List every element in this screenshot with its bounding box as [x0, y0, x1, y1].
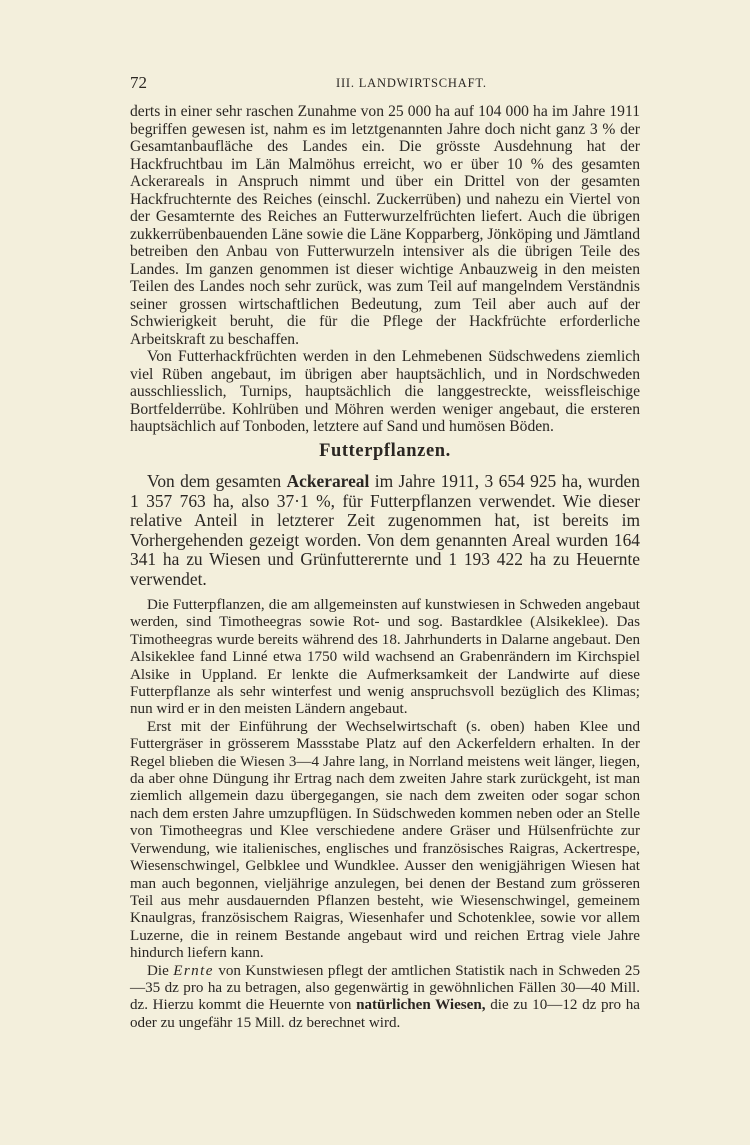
- text-block-large: [130, 472, 640, 589]
- running-head: III. LANDWIRTSCHAFT.: [336, 76, 487, 90]
- page-header: [130, 73, 632, 95]
- paragraph-ernte: [130, 963, 640, 1033]
- paragraph-ackerareal-rest: im Jahre 1911, 3 654 925 ha, wurden 1 357 763 ha, also 37·1 %, für Futterpflanzen verwendet. Wie dieser relative Anteil in letzterer Zeit zugenommen hat, ist bereits im Vorhergehenden gezeigt worden. Von dem genannten Areal wurden 164 341 ha zu Wiesen und Grünfutterernte und 1 193 422 ha zu Heuernte verwendet.: [130, 471, 640, 589]
- section-heading: Futterpflanzen.: [319, 441, 451, 461]
- emphasis-natuerliche-wiesen: natürlichen Wiesen,: [356, 997, 486, 1014]
- paragraph-futterhackfruechte: Von Futterhackfrüchten werden in den Lehmebenen Südschwedens ziemlich viel Rüben angebaut, im übrigen aber hauptsächlich, und in Nordschweden ausschliesslich, Turnips, hauptsächlich die langgestreckte, weissfleischige Bortfelderrübe. Kohlrüben und Möhren werden weniger angebaut, die ersteren hauptsächlich auf Tonboden, letztere auf Sand und humösen Böden.: [130, 348, 640, 435]
- text-block-small: [130, 597, 640, 1032]
- paragraph-ackerareal-lead: Von dem gesamten: [147, 471, 282, 491]
- paragraph-futterpflanzen: Die Futterpflanzen, die am allgemeinsten auf kunstwiesen in Schweden angebaut werden, sind Timotheegras sowie Rot- und sog. Bastardklee (Alsikeklee). Das Timotheegras wurde bereits während des 18. Jahrhunderts in Dalarne angebaut. Den Alsikeklee fand Linné etwa 1750 wild wachsend an Grabenrändern im Kirchspiel Alsike in Uppland. Er lenkte die Aufmerksamkeit der Landwirte auf diese Futterpflanze als sehr winterfest und wenig anspruchsvoll bezüglich des Klimas; nun wird er in den meisten Ländern angebaut.: [130, 597, 640, 718]
- paragraph-ernte-rest: die zu 10—12 dz pro ha oder zu ungefähr 15 Mill. dz berechnet wird.: [130, 997, 640, 1031]
- emphasis-ackerareal: Ackerareal: [286, 471, 370, 491]
- paragraph-ernte-lead: Die: [147, 962, 169, 979]
- paragraph-wechselwirtschaft: Erst mit der Einführung der Wechselwirtschaft (s. oben) haben Klee und Futtergräser in grösserem Massstabe Platz auf den Ackerfeldern erhalten. In der Regel blieben die Wiesen 3—4 Jahre lang, in Norrland meistens weit länger, liegen, da aber ohne Düngung ihr Ertrag nach dem zweiten Jahre stark zurückgeht, ist man ziemlich allgemein dazu übergegangen, sie nach dem zweiten oder sogar schon nach dem ersten Jahre umzupflügen. In Südschweden kommen neben oder an Stelle von Timotheegras und Klee verschiedene andere Gräser und Hülsenfrüchte zur Verwendung, wie italienisches, englisches und französisches Raigras, Ackertrespe, Wiesenschwingel, Gelbklee und Wundklee. Ausser den wenigjährigen Wiesen hat man auch begonnen, vieljährige anzulegen, bei denen der Bestand zum grösseren Teil aus mehr ausdauernden Pflanzen besteht, wie Wiesenschwingel, gemeinem Knaulgras, französischem Raigras, Wiesenhafer und Schotenklee, sowie vor allem Luzerne, die in reinem Bestande angebaut wird und reichen Ertrag viele Jahre hindurch liefern kann.: [130, 718, 640, 962]
- emphasis-ernte: Ernte: [173, 962, 214, 979]
- text-block-1: [130, 103, 640, 436]
- page-number: 72: [130, 73, 147, 92]
- paragraph-ernte-middle: von Kunstwiesen pflegt der amtlichen Statistik nach in Schweden 25—35 dz pro ha zu betragen, also gegenwärtig in gewöhnlichen Fällen 30—40 Mill. dz. Hierzu kommt die Heuernte von: [130, 962, 640, 1014]
- paragraph-ackerareal: [130, 472, 640, 589]
- paragraph-continuation: derts in einer sehr raschen Zunahme von 25 000 ha auf 104 000 ha im Jahre 1911 begriffen gewesen ist, nahm es im letztgenannten Jahre doch nicht ganz 3 % der Gesamtanbaufläche des Landes ein. Die grösste Ausdehnung hat der Hackfruchtbau im Län Malmöhus erreicht, wo er über 10 % des gesamten Ackerareals in Anspruch nimmt und über ein Drittel von der gesamten Hackfruchternte des Reiches (einschl. Zuckerrüben) und nahezu ein Viertel von der Gesamternte des Reiches an Futterwurzelfrüchten liefert. Auch die übrigen zukkerrübenbauenden Läne sowie die Läne Kopparberg, Jönköping und Jämtland betreiben den Anbau von Futterwurzeln intensiver als die übrigen Teile des Landes. Im ganzen genommen ist dieser wichtige Anbauzweig in den meisten Teilen des Landes noch sehr zurück, was zum Teil auf mangelndem Verständnis seiner grossen wirtschaftlichen Bedeutung, zum Teil aber auch auf der Schwierigkeit beruht, die für die Pflege der Hackfrüchte erforderliche Arbeitskraft zu beschaffen.: [130, 103, 640, 348]
